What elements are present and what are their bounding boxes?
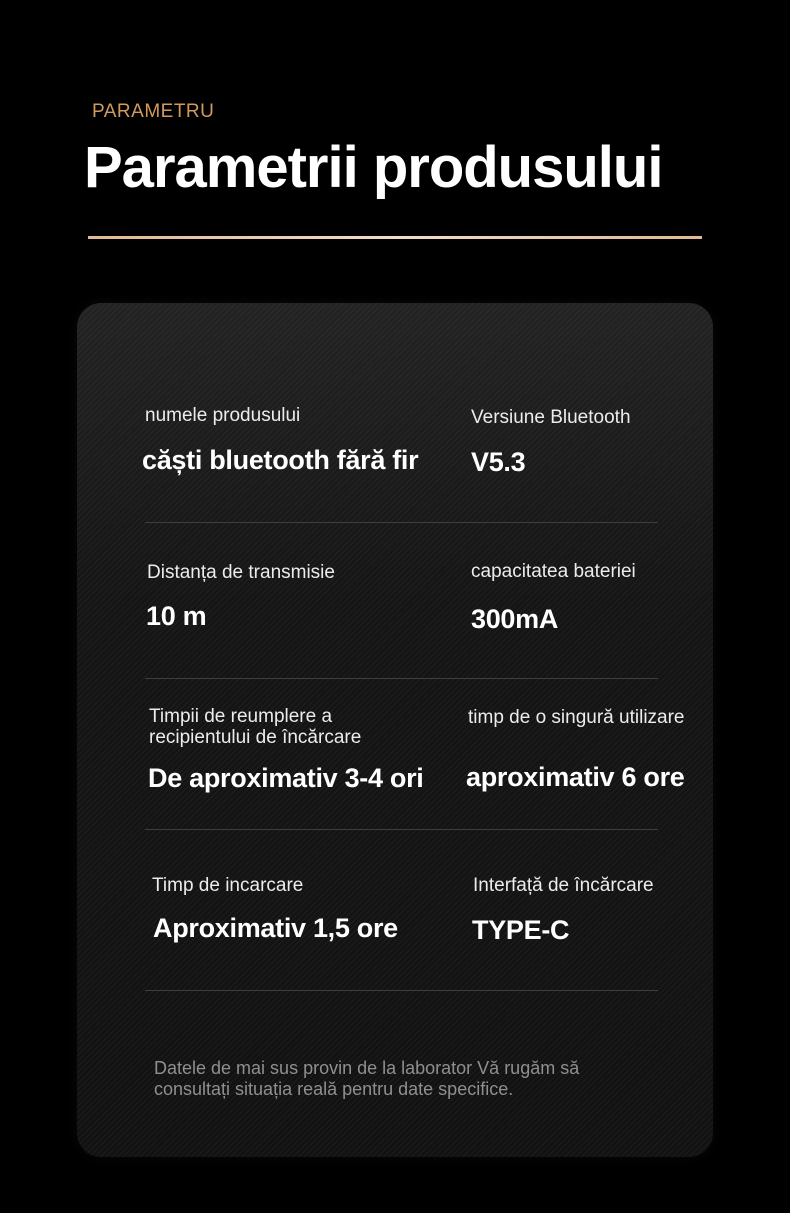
param-label-case-recharges-line1: Timpii de reumplere a [149, 706, 333, 727]
row-divider [145, 990, 658, 991]
param-label-product-name: numele produsului [145, 405, 301, 426]
param-value-charging-time: Aproximativ 1,5 ore [153, 913, 398, 943]
param-value-case-recharges: De aproximativ 3-4 ori [148, 763, 424, 793]
param-value-bluetooth-version: V5.3 [471, 447, 526, 477]
param-value-single-use-time: aproximativ 6 ore [466, 762, 685, 792]
row-divider [145, 829, 658, 830]
disclaimer-note [154, 1058, 654, 1100]
section-eyebrow: PARAMETRU [92, 101, 215, 122]
param-value-product-name: căști bluetooth fără fir [142, 445, 419, 475]
row-divider [145, 678, 658, 679]
param-value-transmission-distance: 10 m [146, 601, 207, 631]
disclaimer-line-2: consultați situația reală pentru date specifice. [154, 1079, 514, 1099]
param-label-charging-time: Timp de incarcare [152, 875, 304, 896]
page-title: Parametrii produsului [84, 135, 663, 200]
param-label-single-use-time: timp de o singură utilizare [468, 707, 685, 728]
parameters-card [77, 303, 713, 1157]
param-label-transmission-distance: Distanța de transmisie [147, 562, 335, 583]
param-label-bluetooth-version: Versiune Bluetooth [471, 407, 631, 428]
disclaimer-line-1: Datele de mai sus provin de la laborator Vă rugăm să [154, 1058, 580, 1078]
param-value-charging-interface: TYPE-C [472, 915, 570, 945]
param-label-battery-capacity: capacitatea bateriei [471, 561, 636, 582]
param-label-case-recharges-line2: recipientului de încărcare [149, 727, 362, 748]
param-label-charging-interface: Interfață de încărcare [473, 875, 654, 896]
row-divider [145, 522, 658, 523]
param-value-battery-capacity: 300mA [471, 604, 559, 634]
title-underline [88, 236, 702, 239]
